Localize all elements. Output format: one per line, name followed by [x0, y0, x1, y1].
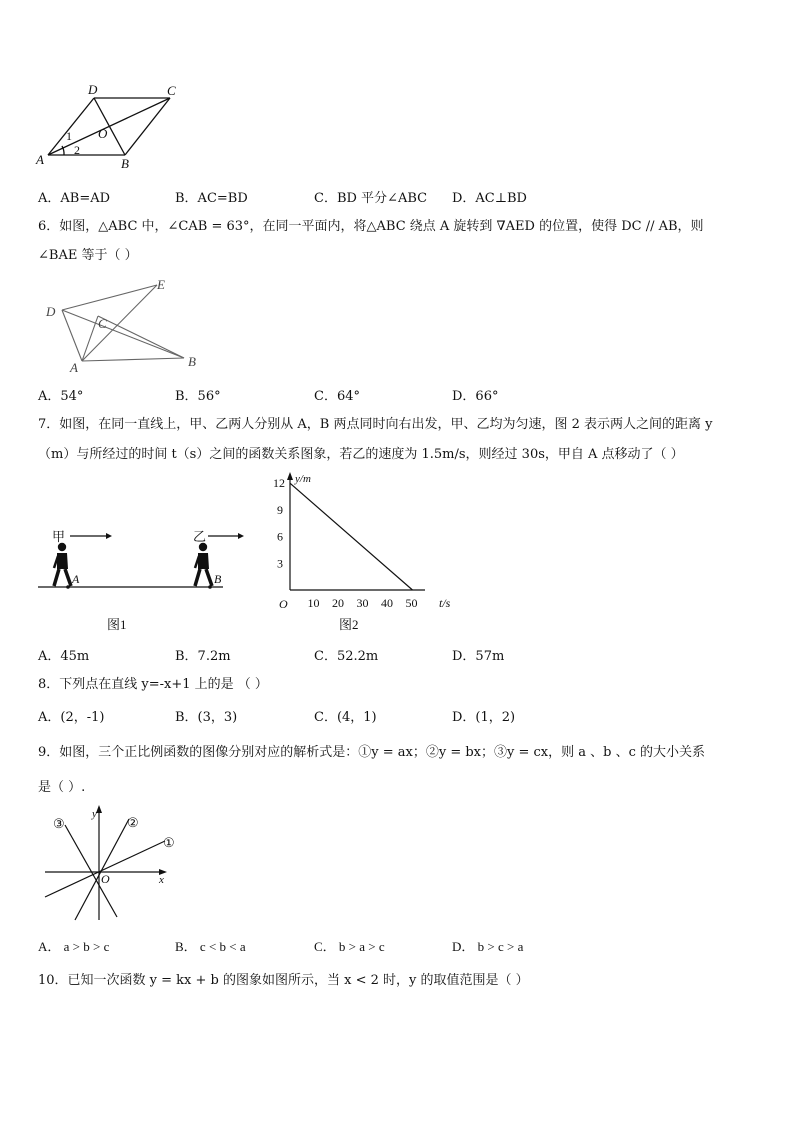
x-tick-label: 20: [332, 596, 344, 610]
y-tick-label: 12: [273, 476, 285, 491]
y-axis-arrow: [96, 805, 102, 813]
label-o: O: [98, 126, 108, 141]
y-tick-label: 3: [277, 556, 283, 571]
q9-option-c[interactable]: C． b > a > c: [314, 939, 385, 954]
q7-figure2-chart: [265, 472, 465, 632]
q8-option-a[interactable]: A．(2，-1): [38, 710, 105, 725]
q10-stem: 10．已知一次函数 y = kx + b 的图象如图所示，当 x < 2 时，y 的取值范围是（ ）: [38, 973, 529, 988]
q6-option-c[interactable]: C．64°: [314, 389, 360, 404]
q8-option-c[interactable]: C．(4，1): [314, 710, 377, 725]
label-b: B: [121, 156, 129, 171]
label-b: B: [188, 354, 196, 369]
label-origin: O: [101, 872, 110, 886]
line-3: [65, 825, 117, 917]
label-c: C: [167, 83, 176, 98]
label-angle-1: 1: [66, 129, 72, 143]
q7-option-b[interactable]: B．7.2m: [175, 649, 231, 664]
q9-option-a[interactable]: A． a > b > c: [38, 939, 110, 954]
q9-option-b[interactable]: B． c < b < a: [175, 939, 246, 954]
figure2-caption: 图2: [339, 617, 359, 632]
q9-proportional-functions-figure: [35, 805, 205, 925]
label-a: A: [72, 572, 80, 586]
label-angle-2: 2: [74, 143, 80, 157]
label-jia: 甲: [52, 529, 66, 544]
q6-option-d[interactable]: D．66°: [452, 389, 499, 404]
q7-option-c[interactable]: C．52.2m: [314, 649, 379, 664]
q5-option-c[interactable]: C．BD 平分∠ABC: [314, 191, 428, 206]
x-tick-label: 10: [307, 596, 320, 610]
y-tick-label: 6: [277, 529, 283, 544]
q5-option-d[interactable]: D．AC⊥BD: [452, 191, 527, 206]
distance-time-line: [290, 483, 413, 590]
y-axis-arrow: [287, 472, 293, 480]
q7-figure1: [30, 470, 260, 630]
q7-option-d[interactable]: D．57m: [452, 649, 505, 664]
label-a: A: [36, 152, 44, 167]
q9-stem-line2: 是（ ）.: [38, 780, 86, 795]
label-x: x: [159, 874, 164, 886]
q7-stem-line2: （m）与所经过的时间 t（s）之间的函数关系图象，若乙的速度为 1.5m/s，则经过 30s，甲自 A 点移动了（ ）: [38, 447, 684, 462]
q7-stem-line1: 7．如图，在同一直线上，甲、乙两人分别从 A，B 两点同时向右出发，甲、乙均为匀速，图 2 表示两人之间的距离 y: [38, 417, 713, 432]
x-tick-label: 50: [405, 596, 418, 610]
x-tick-label: 30: [356, 596, 369, 610]
x-axis-label: t/s: [439, 596, 451, 610]
label-b: B: [214, 572, 222, 586]
q6-option-a[interactable]: A．54°: [38, 389, 84, 404]
q6-option-b[interactable]: B．56°: [175, 389, 221, 404]
side-da: [48, 98, 94, 155]
walker-jia-icon: [54, 543, 71, 586]
origin-label: O: [279, 597, 288, 611]
q9-stem-line1: 9．如图，三个正比例函数的图像分别对应的解析式是：①y = ax；②y = bx；③y = cx，则 a 、b 、c 的大小关系: [38, 745, 706, 760]
q8-option-b[interactable]: B．(3，3): [175, 710, 238, 725]
side-bc: [125, 98, 170, 155]
label-d: D: [46, 304, 56, 319]
label-e: E: [157, 277, 165, 292]
line-2: [75, 819, 129, 920]
q6-stem-line1: 6．如图，△ABC 中，∠CAB = 63°，在同一平面内，将△ABC 绕点 A 旋转到 ∇AED 的位置，使得 DC // AB，则: [38, 219, 704, 234]
q5-option-a[interactable]: A．AB=AD: [38, 191, 111, 206]
q6-rotation-figure: [40, 276, 210, 376]
line-1: [45, 841, 165, 897]
label-line-2: ②: [127, 815, 139, 830]
q7-option-a[interactable]: A．45m: [38, 649, 90, 664]
x-tick-label: 40: [381, 596, 393, 610]
label-line-3: ③: [53, 816, 65, 831]
q8-stem: 8．下列点在直线 y=-x+1 上的是 （ ）: [38, 677, 268, 692]
figure1-caption: 图1: [107, 617, 127, 632]
label-y: y: [92, 808, 97, 820]
q8-option-d[interactable]: D．(1，2): [452, 710, 516, 725]
label-a: A: [70, 360, 78, 375]
q6-stem-line2: ∠BAE 等于（ ）: [38, 248, 138, 263]
y-tick-label: 9: [277, 502, 283, 517]
q5-parallelogram-figure: [30, 80, 190, 170]
label-yi: 乙: [193, 529, 207, 544]
label-c: C: [98, 316, 107, 331]
label-line-1: ①: [163, 835, 175, 850]
y-axis-label: y/m: [295, 473, 311, 485]
q9-option-d[interactable]: D． b > c > a: [452, 939, 524, 954]
walker-yi-icon: [195, 543, 212, 586]
q5-option-b[interactable]: B．AC=BD: [175, 191, 248, 206]
label-d: D: [88, 82, 98, 97]
